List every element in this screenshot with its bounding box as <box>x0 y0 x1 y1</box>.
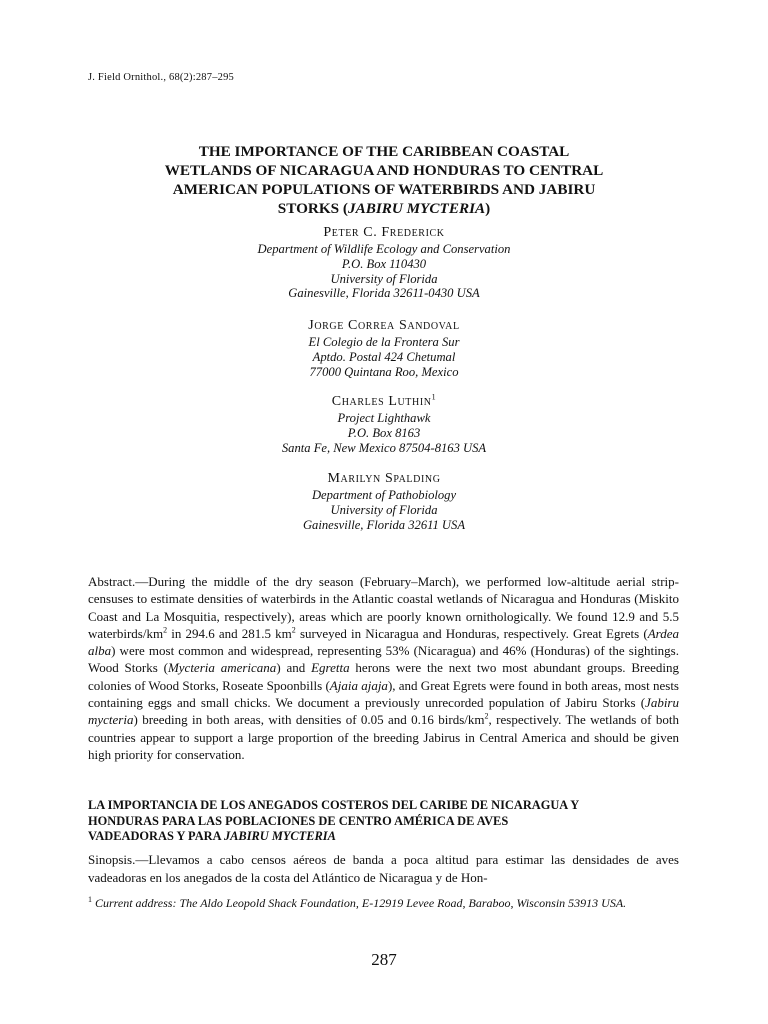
footnote-text: $^1$ Current address: The Aldo Leopold Shack Foundation, E-12919 Levee Road, Baraboo, Wisconsin 53913 USA. <box>88 895 627 910</box>
affiliation-line: Project Lighthawk <box>337 411 431 425</box>
footnote-marker: 1 <box>88 895 92 904</box>
affiliation-line: Department of Pathobiology <box>311 488 457 502</box>
title-line: HONDURAS PARA LAS POBLACIONES DE CENTRO AMÉRICA DE AVES <box>88 813 509 828</box>
species-name: JABIRU MYCTERIA <box>347 200 486 217</box>
author-block <box>84 470 684 532</box>
affiliation-line: University of Florida <box>330 271 438 286</box>
footnote <box>88 896 679 912</box>
author-name: Peter C. Frederick <box>323 225 445 240</box>
title-line: WETLANDS OF NICARAGUA AND HONDURAS TO CENTRAL <box>164 162 604 179</box>
author-block <box>84 317 684 379</box>
page-number: 287 <box>371 950 397 969</box>
affiliation-line: P.O. Box 110430 <box>341 256 427 271</box>
footnote-marker: 1 <box>431 392 437 402</box>
title-line: AMERICAN POPULATIONS OF WATERBIRDS AND JABIRU <box>172 181 596 198</box>
affiliation-line: University of Florida <box>330 502 438 517</box>
title-line: THE IMPORTANCE OF THE CARIBBEAN COASTAL <box>198 143 570 160</box>
affiliation-line: Gainesville, Florida 32611-0430 USA <box>288 286 480 301</box>
affiliation-line: El Colegio de la Frontera Sur <box>308 335 460 349</box>
title-line: VADEADORAS Y PARA JABIRU MYCTERIA <box>88 829 336 843</box>
affiliation-line: Department of Wildlife Ecology and Conservation <box>257 242 511 256</box>
author-name: Charles Luthin$^1$ <box>331 392 437 409</box>
abstract <box>88 573 679 763</box>
journal-citation: J. Field Ornithol., 68(2):287–295 <box>88 72 235 83</box>
author-name: Jorge Correa Sandoval <box>308 318 460 333</box>
affiliation-line: Santa Fe, New Mexico 87504-8163 USA <box>281 440 487 455</box>
author-name: Marilyn Spalding <box>327 471 441 486</box>
title-line: LA IMPORTANCIA DE LOS ANEGADOS COSTEROS DEL CARIBE DE NICARAGUA Y <box>88 798 580 812</box>
affiliation-line: P.O. Box 8163 <box>347 425 421 440</box>
affiliation-line: Gainesville, Florida 32611 USA <box>302 517 466 532</box>
article-title <box>84 142 684 218</box>
affiliation-line: Aptdo. Postal 424 Chetumal <box>312 349 456 364</box>
author-block <box>84 393 684 455</box>
sinopsis <box>88 851 679 886</box>
spanish-title <box>88 798 688 845</box>
affiliation-line: 77000 Quintana Roo, Mexico <box>309 364 459 379</box>
sinopsis-paragraph: Sinopsis.—Llevamos a cabo censos aéreos de banda a poca altitud para estimar las densidades de aves vadeadoras en los anegados de la costa del Atlántico de Nicaragua y de Hon- <box>88 852 679 885</box>
species-name: JABIRU MYCTERIA <box>223 829 336 843</box>
title-line: STORKS (JABIRU MYCTERIA) <box>277 200 491 217</box>
abstract-paragraph: Abstract.—During the middle of the dry season (February–March), we performed low-altitude aerial strip-censuses to estimate densities of waterbirds in the Atlantic coastal wetlands of Nicaragua and Honduras (Miskito Coast and La Mosquitia, respectively), areas which are poorly known ornithologically. We found 12.9 and 5.5 waterbirds/$km^2$ in 294.6 and 281.5 $km^2$ surveyed in Nicaragua and Honduras, respectively. Great Egrets (Ardea alba) were most common and widespread, representing 53% (Nicaragua) and 46% (Honduras) of the sightings. Wood Storks (Mycteria americana) and Egretta herons were the next two most abundant groups. Breeding colonies of Wood Storks, Roseate Spoonbills (Ajaia ajaja), and Great Egrets were found in both areas, most nests containing eggs and small chicks. We document a previously unrecorded population of Jabiru Storks (Jabiru mycteria) breeding in both areas, with densities of 0.05 and 0.16 birds/$km^2$, respectively. The wetlands of both countries appear to support a large proportion of the breeding Jabirus in Central America and should be given high priority for conservation. <box>88 574 679 762</box>
author-block <box>84 224 684 301</box>
